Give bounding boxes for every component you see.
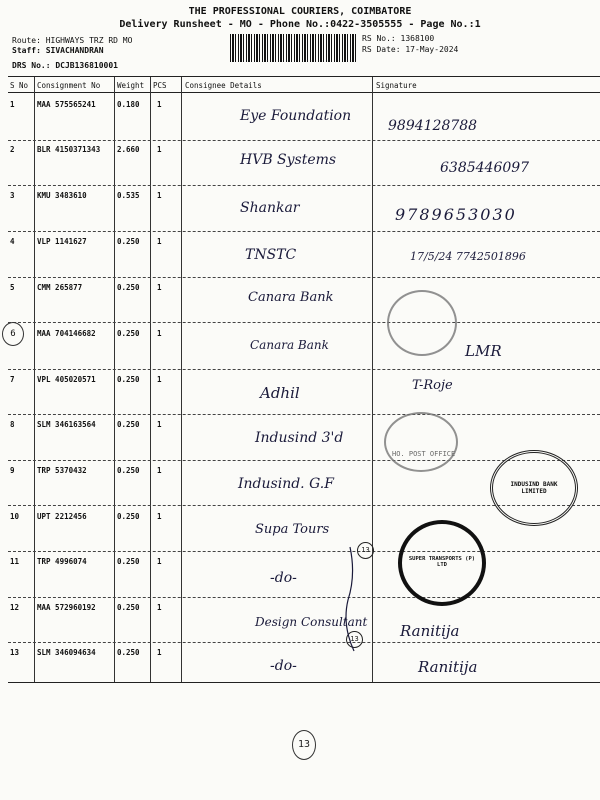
row-sno: 7 [10, 375, 15, 384]
row-weight: 0.250 [117, 237, 140, 246]
row-consignment: VPL 405020571 [37, 375, 96, 384]
row-consignment: MAA 704146682 [37, 329, 96, 338]
row-weight: 2.660 [117, 145, 140, 154]
row-consignee: HVB Systems [240, 152, 337, 168]
row-signature: 9894128788 [388, 118, 478, 134]
row-consignee: Indusind 3'd [255, 430, 344, 446]
col-header-signature: Signature [376, 81, 417, 90]
col-header-pcs: PCS [153, 81, 167, 90]
row-consignee: Supa Tours [255, 522, 330, 537]
row-signature: Ranitija [400, 622, 460, 640]
row-divider [8, 369, 600, 370]
company-title: THE PROFESSIONAL COURIERS, COIMBATORE [188, 6, 412, 17]
post-office-stamp: HO. POST OFFICE [384, 412, 458, 472]
col-divider [114, 77, 115, 682]
row-pcs: 1 [157, 191, 162, 200]
staff-text: Staff: SIVACHANDRAN [12, 46, 104, 55]
row-divider [8, 322, 600, 323]
row-pcs: 1 [157, 512, 162, 521]
row-divider [8, 414, 600, 415]
row-signature: 6385446097 [440, 160, 530, 176]
barcode [230, 34, 356, 62]
col-divider [372, 77, 373, 682]
col-header-weight: Weight [117, 81, 145, 90]
handwritten-bracket [340, 545, 370, 655]
row-divider [8, 140, 600, 141]
row-consignee: Design Consultant [255, 615, 368, 629]
row-consignee: TNSTC [245, 247, 297, 263]
company-stamp: SUPER TRANSPORTS (P) LTD [398, 520, 486, 606]
row-consignee: Adhil [260, 384, 300, 402]
row-pcs: 1 [157, 557, 162, 566]
row-divider [8, 231, 600, 232]
row-sno: 12 [10, 603, 20, 612]
row-divider [8, 642, 600, 643]
circled-mark: 13 [346, 631, 363, 648]
table-bottom-border [8, 682, 600, 683]
footer-circled-mark: 13 [292, 730, 316, 760]
row-sno: 3 [10, 191, 15, 200]
row-sno: 13 [10, 648, 20, 657]
row-sno: 5 [10, 283, 15, 292]
row-divider [8, 551, 600, 552]
row-pcs: 1 [157, 100, 162, 109]
row-sno: 11 [10, 557, 20, 566]
row-consignee: Canara Bank [248, 290, 334, 305]
row-pcs: 1 [157, 603, 162, 612]
row-consignment: SLM 346163564 [37, 420, 96, 429]
row-weight: 0.250 [117, 420, 140, 429]
row-weight: 0.250 [117, 329, 140, 338]
row-consignee: -do- [270, 570, 297, 586]
row-weight: 0.180 [117, 100, 140, 109]
row-sno: 4 [10, 237, 15, 246]
col-header-consignee: Consignee Details [185, 81, 262, 90]
row-pcs: 1 [157, 237, 162, 246]
table-top-border [8, 76, 600, 77]
row-weight: 0.250 [117, 648, 140, 657]
row-signature: LMR [465, 342, 502, 360]
row-consignment: BLR 4150371343 [37, 145, 101, 154]
row-signature: Ranitija [418, 658, 478, 676]
header-bottom-border [8, 92, 600, 93]
row-pcs: 1 [157, 466, 162, 475]
circled-row-number: 6 [2, 322, 24, 346]
col-header-consignment: Consignment No [37, 81, 101, 90]
row-weight: 0.250 [117, 603, 140, 612]
row-divider [8, 597, 600, 598]
col-header-sno: S No [10, 81, 29, 90]
row-sno: 8 [10, 420, 15, 429]
row-sno: 2 [10, 145, 15, 154]
row-weight: 0.250 [117, 466, 140, 475]
row-consignment: KMU 3483610 [37, 191, 87, 200]
row-consignment: VLP 1141627 [37, 237, 87, 246]
rs-date: RS Date: 17-May-2024 [362, 45, 459, 54]
rs-no: RS No.: 1368100 [362, 34, 435, 43]
row-pcs: 1 [157, 375, 162, 384]
col-divider [181, 77, 182, 682]
drs-text: DRS No.: DCJB136810001 [12, 61, 118, 70]
row-pcs: 1 [157, 648, 162, 657]
col-divider [150, 77, 151, 682]
row-signature: 9789653030 [395, 205, 517, 224]
row-pcs: 1 [157, 420, 162, 429]
row-signature: T-Roje [412, 378, 453, 393]
row-pcs: 1 [157, 145, 162, 154]
runsheet-title: Delivery Runsheet - MO - Phone No.:0422-3505555 - Page No.:1 [119, 19, 481, 30]
row-divider [8, 277, 600, 278]
row-weight: 0.250 [117, 375, 140, 384]
row-consignment: MAA 575565241 [37, 100, 96, 109]
row-consignment: UPT 2212456 [37, 512, 87, 521]
row-weight: 0.250 [117, 557, 140, 566]
row-consignment: CMM 265877 [37, 283, 83, 292]
row-consignment: TRP 4996074 [37, 557, 87, 566]
route-text: Route: HIGHWAYS TRZ RD MO [12, 36, 133, 45]
row-consignment: MAA 572960192 [37, 603, 96, 612]
row-consignee: Indusind. G.F [238, 476, 334, 492]
row-weight: 0.250 [117, 283, 140, 292]
row-weight: 0.535 [117, 191, 140, 200]
row-pcs: 1 [157, 329, 162, 338]
bank-stamp: INDUSIND BANK LIMITED [490, 450, 578, 526]
circled-mark: 13 [357, 542, 374, 559]
row-consignment: TRP 5370432 [37, 466, 87, 475]
col-divider [34, 77, 35, 682]
row-weight: 0.250 [117, 512, 140, 521]
row-sno: 10 [10, 512, 20, 521]
row-sno: 9 [10, 466, 15, 475]
row-consignee: Canara Bank [250, 338, 329, 352]
row-consignee: Eye Foundation [240, 108, 352, 124]
row-pcs: 1 [157, 283, 162, 292]
row-signature: 17/5/24 7742501896 [410, 250, 526, 263]
row-divider [8, 185, 600, 186]
post-office-stamp [387, 290, 457, 356]
row-consignment: SLM 346094634 [37, 648, 96, 657]
row-consignee: -do- [270, 658, 297, 674]
row-consignee: Shankar [240, 200, 300, 216]
row-sno: 1 [10, 100, 15, 109]
